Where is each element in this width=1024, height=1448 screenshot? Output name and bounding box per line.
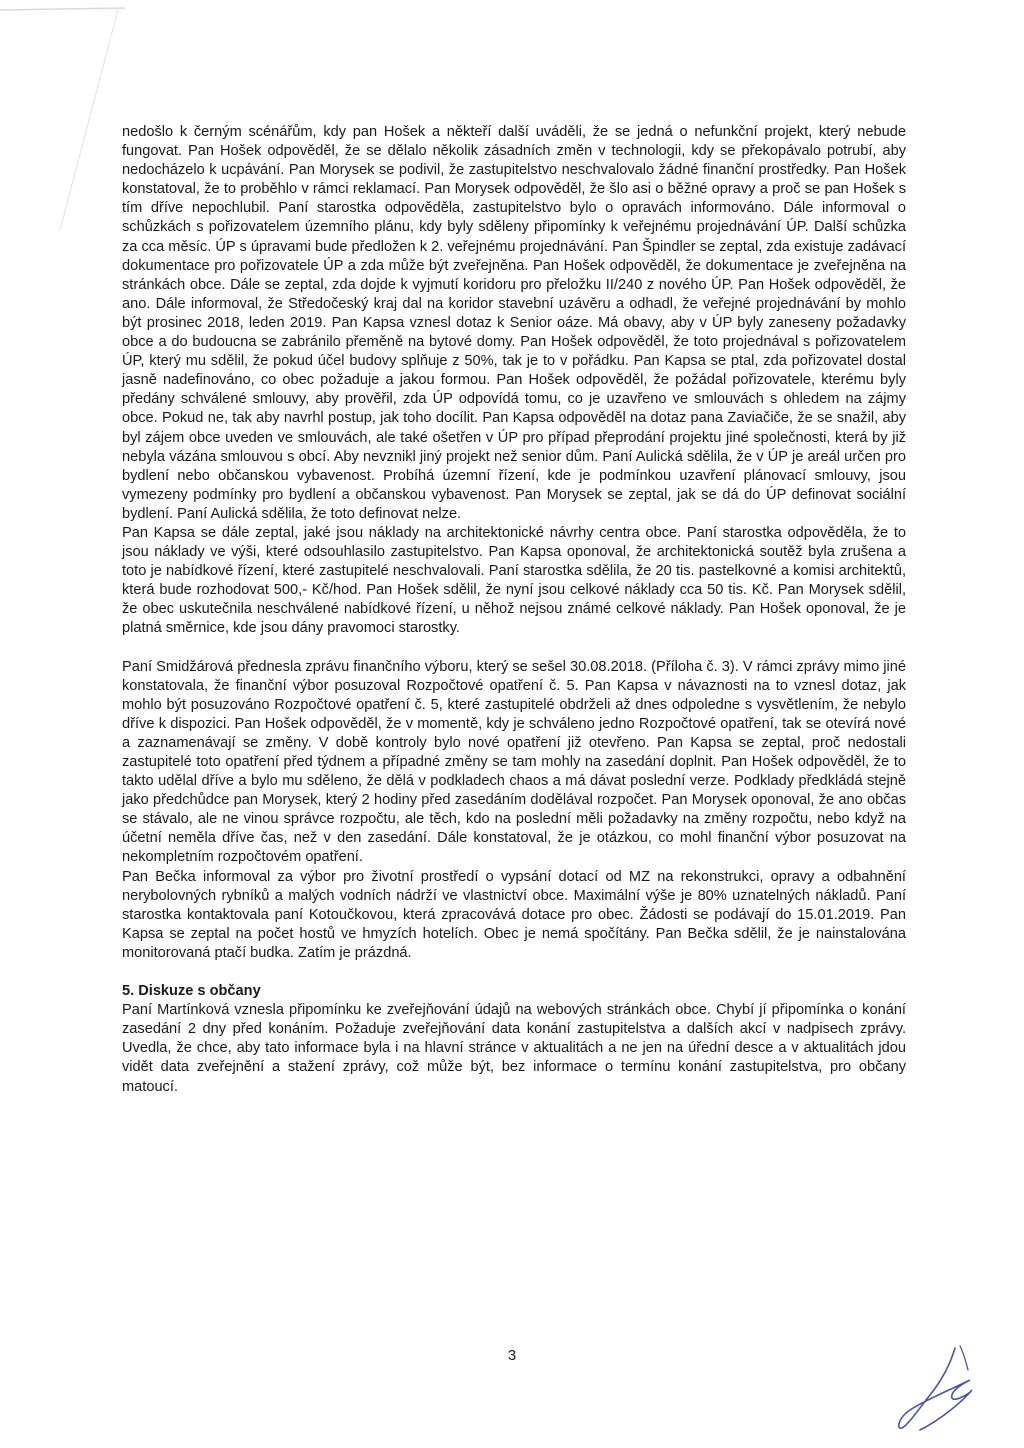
handwritten-signature <box>880 1340 990 1435</box>
scan-corner-fold-mark <box>0 0 130 230</box>
paragraph-diskuze: Paní Martínková vznesla připomínku ke zveřejňování údajů na webových stránkách obce. Chybí jí připomínka o konání zasedání 2 dny před konáním. Požaduje zveřejňování data konání zastupitelstva a dalších akcí v nadpisech zprávy. Uvedla, že chce, aby tato informace byla i na hlavní stránce v aktualitách a ne jen na úřední desce a v aktualitách jdou vidět data zveřejnění a stažení zprávy, což může být, bez informace o termínu konání zastupitelstva, pro občany matoucí. <box>122 1002 906 1095</box>
paragraph-zivotni-prostredi: Pan Bečka informoval za výbor pro životní prostředí o vypsání dotací od MZ na rekonstrukci, opravy a odbahnění nerybolovných rybníků a malých vodních nádrží ve vlastnictví obce. Maximální výše je 80% uznatelných nákladů. Paní starostka kontaktovala paní Kotoučkovou, která zpracovává dotace pro obec. Žádosti se podávají do 15.01.2019. Pan Kapsa se zeptal na počet hostů ve hmyzích hotelích. Obec je nemá spočítány. Pan Bečka sdělil, že je nainstalována monitorovaná ptačí budka. Zatím je prázdná. <box>122 868 906 961</box>
document-body <box>122 123 906 1097</box>
section-heading-diskuze: 5. Diskuze s občany <box>122 983 261 1000</box>
paragraph-uzemni-plan: nedošlo k černým scénářům, kdy pan Hošek a někteří další uváděli, že se jedná o nefunkční projekt, který nebude fungovat. Pan Hošek odpověděl, že se dělalo několik zásadních změn v technologii, kdy se překopávalo potrubí, aby nedocházelo k ucpávání. Pan Morysek se podivil, že zastupitelstvo neschvalovalo žádné finanční prostředky. Pan Hošek konstatoval, že to proběhlo v rámci reklamací. Pan Morysek odpověděl, že šlo asi o běžné opravy a proč se pan Hošek s tím dříve nepochlubil. Paní starostka odpověděla, zastupitelstvo bylo o opravách informováno. Dále informoval o schůzkách s pořizovatelem územního plánu, kdy byly sděleny připomínky k veřejnému projednávání ÚP. Další schůzka za cca měsíc. ÚP s úpravami bude předložen k 2. veřejnému projednávání. Pan Špindler se zeptal, zda existuje zadávací dokumentace pro pořizovatele ÚP a zda může být zveřejněna. Pan Hošek odpověděl, že dokumentace je zveřejněna na stránkách obce. Dále se zeptal, zda dojde k vyjmutí koridoru pro přeložku II/240 z nového ÚP. Pan Hošek odpověděl, že ano. Dále informoval, že Středočeský kraj dal na koridor stavební uzávěru a odhadl, že veřejné projednávání by mohlo být prosinec 2018, leden 2019. Pan Kapsa vznesl dotaz k Senior oáze. Má obavy, aby v ÚP byly zaneseny požadavky obce a do budoucna se zabránilo přeměně na bytové domy. Pan Hošek odpověděl, že toto projednával s pořizovatelem ÚP, který mu sdělil, že pokud účel budovy splňuje z 50%, tak je to v pořádku. Pan Kapsa se ptal, zda pořizovatel dostal jasně nadefinováno, co obec požaduje a jakou formou. Pan Hošek odpověděl, že požádal pořizovatele, kterému byly předány schválené smlouvy, aby prověřil, zda ÚP odpovídá tomu, co je uzavřeno ve smlouvách s ohledem na zájmy obce. Pokud ne, tak aby navrhl postup, jak toho docílit. Pan Kapsa odpověděl na dotaz pana Zaviačiče, že se snažil, aby byl zájem obce uveden ve smlouvách, ale také ošetřen v ÚP pro případ přeprodání projektu jiné společnosti, která by již nebyla vázána smlouvou s obcí. Aby nevznikl jiný projekt než senior dům. Paní Aulická sdělila, že v ÚP je areál určen pro bydlení nebo občanskou vybavenost. Probíhá územní řízení, kde je podmínkou uzavření plánovací smlouvy, jsou vymezeny podmínky pro bydlení a občanskou vybavenost. Pan Morysek se zeptal, jak se dá do ÚP definovat sociální bydlení. Paní Aulická sdělila, že toto definovat nelze. <box>122 124 906 522</box>
page-number: 3 <box>507 1347 517 1364</box>
paragraph-financni-vybor: Paní Smidžárová přednesla zprávu finančního výboru, který se sešel 30.08.2018. (Příloha č. 3). V rámci zprávy mimo jiné konstatovala, že finanční výbor posuzoval Rozpočtové opatření č. 5. Pan Kapsa v návaznosti na to vznesl dotaz, jak mohlo být posuzováno Rozpočtové opatření č. 5, které zastupitelé obdrželi až dnes odpoledne s vysvětlením, že nebylo dříve k dispozici. Pan Hošek odpověděl, že v momentě, kdy je schváleno jedno Rozpočtové opatření, tak se otevírá nové a zaznamenávají se změny. V době kontroly bylo nové opatření již otevřeno. Pan Kapsa se zeptal, proč nedostali zastupitelé toto opatření před týdnem a případné změny se tam mohly na zasedání doplnit. Pan Hošek odpověděl, že to takto udělal dříve a bylo mu sděleno, že dělá v podkladech chaos a má dávat poslední verze. Podklady předkládá stejně jako předchůdce pan Morysek, který 2 hodiny před zasedáním dodělával rozpočet. Pan Morysek oponoval, že ano občas se stávalo, ale ne vinou správce rozpočtu, ale těch, kdo na poslední měli požadavky na změny rozpočtu, nebo když na účetní neměla dříve čas, než v den zasedání. Dále konstatoval, že je otázkou, co mohl finanční výbor posuzovat na nekompletním rozpočtovém opatření. <box>122 658 906 866</box>
paragraph-architektonicke-navrhy: Pan Kapsa se dále zeptal, jaké jsou náklady na architektonické návrhy centra obce. Paní starostka odpověděla, že to jsou náklady ve výši, které odsouhlasilo zastupitelstvo. Pan Kapsa oponoval, že architektonická soutěž byla zrušena a toto je nabídkové řízení, které zastupitelé neschvalovali. Paní starostka sdělila, že 20 tis. pastelkovné a komisi architektů, která bude rozhodovat 500,- Kč/hod. Pan Hošek sdělil, že nyní jsou celkové náklady cca 50 tis. Kč. Pan Morysek sdělil, že obec uskutečnila neschválené nabídkové řízení, u něhož nejsou známé celkové náklady. Pan Hošek oponoval, že je platná směrnice, kde jsou dány pravomoci starostky. <box>122 524 906 637</box>
